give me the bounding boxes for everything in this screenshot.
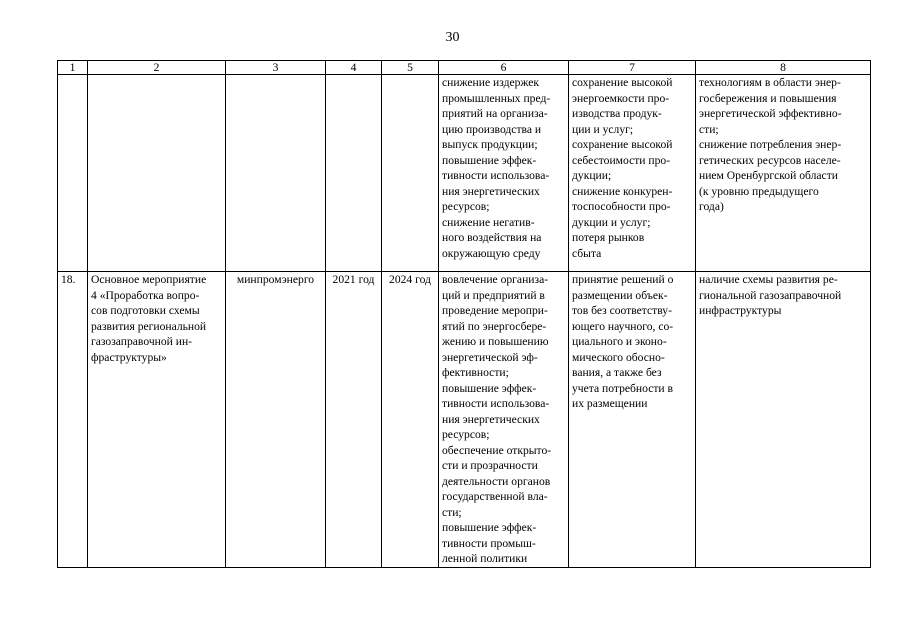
consequences-cell: сохранение высокой энергоемкости про- изводства продук- ции и услуг; сохранение высокой себестоимости про- дукции; снижение конкурен- тоспособности про- дукции и услуг; потеря рынков сбыта [569,75,696,272]
measure-name-cell: Основное мероприятие 4 «Проработка вопро- сов подготовки схемы развития региональной газозаправочной ин- фраструктуры» [88,272,226,568]
header-cell: 7 [569,61,696,75]
measures-table [57,60,871,568]
table-row [58,75,871,272]
end-year-cell: 2024 год [382,272,439,568]
start-year-cell [326,75,382,272]
page-number: 30 [445,30,460,45]
end-year-cell [382,75,439,272]
indicators-cell: наличие схемы развития ре- гиональной газозаправочной инфраструктуры [696,272,871,568]
header-cell: 1 [58,61,88,75]
header-cell: 8 [696,61,871,75]
table-row [58,272,871,568]
consequences-cell: принятие решений о размещении объек- тов без соответству- ющего научного, со- циального и эконо- мического обосно- вания, а также без учета потребности в их размещении [569,272,696,568]
table-header-row [58,61,871,75]
responsible-cell: минпромэнерго [226,272,326,568]
row-number-cell: 18. [58,272,88,568]
results-cell: снижение издержек промышленных пред- приятий на организа- цию производства и выпуск продукции; повышение эффек- тивности использова- ния энергетических ресурсов; снижение негатив- ного воздействия на окружающую среду [439,75,569,272]
header-cell: 6 [439,61,569,75]
start-year-cell: 2021 год [326,272,382,568]
measure-name-cell [88,75,226,272]
indicators-cell: технологиям в области энер- госбережения и повышения энергетической эффективно- сти; снижение потребления энер- гетических ресурсов населе- нием Оренбургской области (к уровню предыдущего года) [696,75,871,272]
responsible-cell [226,75,326,272]
header-cell: 5 [382,61,439,75]
header-cell: 4 [326,61,382,75]
header-cell: 2 [88,61,226,75]
results-cell: вовлечение организа- ций и предприятий в проведение меропри- ятий по энергосбере- жению и повышению энергетической эф- фективности; повышение эффек- тивности использова- ния энергетических ресурсов; обеспечение открыто- сти и прозрачности деятельности органов государственной вла- сти; повышение эффек- тивности промыш- ленной политики [439,272,569,568]
row-number-cell [58,75,88,272]
header-cell: 3 [226,61,326,75]
